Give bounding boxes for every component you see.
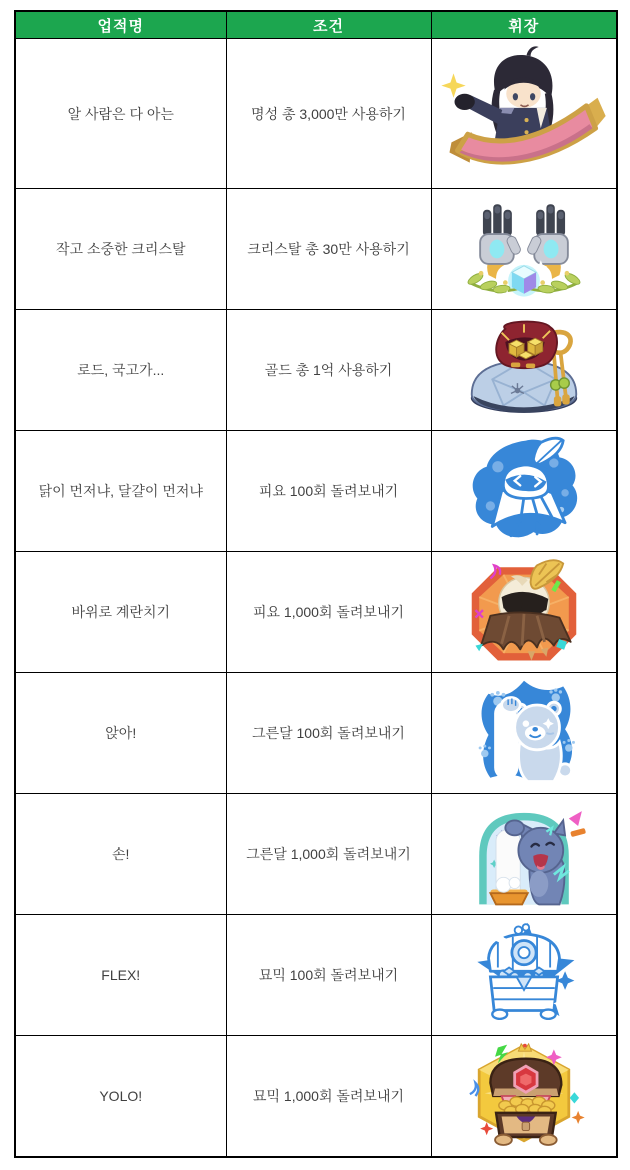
- achievement-name: 알 사람은 다 아는: [15, 39, 226, 189]
- achievement-condition: 크리스탈 총 30만 사용하기: [226, 189, 431, 310]
- table-row: [15, 39, 617, 189]
- mimic-chest-color-badge-icon: [440, 1040, 608, 1152]
- table-row: [15, 552, 617, 673]
- table-row: [15, 431, 617, 552]
- table-row: [15, 915, 617, 1036]
- gold-pouch-jewel-base-icon: [440, 314, 608, 426]
- greundal-bear-color-badge-icon: [440, 798, 608, 910]
- hero-pink-ribbon-banner-icon: [436, 43, 611, 185]
- greundal-bear-blue-stamp-icon: [440, 677, 608, 789]
- badge-cell: [431, 39, 617, 189]
- achievement-name: 앉아!: [15, 673, 226, 794]
- achievement-condition: 그른달 1,000회 돌려보내기: [226, 794, 431, 915]
- achievement-condition: 명성 총 3,000만 사용하기: [226, 39, 431, 189]
- badge-cell: [431, 552, 617, 673]
- badge-cell: [431, 1036, 617, 1157]
- table-row: [15, 189, 617, 310]
- achievement-condition: 피요 1,000회 돌려보내기: [226, 552, 431, 673]
- badge-cell: [431, 794, 617, 915]
- achievement-condition: 묘믹 1,000회 돌려보내기: [226, 1036, 431, 1157]
- table-row: [15, 310, 617, 431]
- badge-cell: [431, 431, 617, 552]
- achievement-name: 닭이 먼저냐, 달걀이 먼저냐: [15, 431, 226, 552]
- achievement-name: YOLO!: [15, 1036, 226, 1157]
- achievement-name: 로드, 국고가...: [15, 310, 226, 431]
- header-row: [15, 11, 617, 39]
- badge-cell: [431, 189, 617, 310]
- table-row: [15, 794, 617, 915]
- achievement-condition: 묘믹 100회 돌려보내기: [226, 915, 431, 1036]
- table-row: [15, 1036, 617, 1157]
- table-header: [15, 11, 617, 39]
- badge-cell: [431, 915, 617, 1036]
- piyo-bird-blue-stamp-icon: [440, 435, 608, 547]
- achievement-condition: 골드 총 1억 사용하기: [226, 310, 431, 431]
- achievement-table: [14, 10, 618, 1158]
- achievement-name: 바위로 계란치기: [15, 552, 226, 673]
- table-row: [15, 673, 617, 794]
- achievement-condition: 피요 100회 돌려보내기: [226, 431, 431, 552]
- gauntlets-crystal-laurel-icon: [440, 193, 608, 305]
- header-cell-achievement: 업적명: [15, 11, 226, 39]
- mimic-chest-blue-stamp-icon: [440, 919, 608, 1031]
- badge-cell: [431, 673, 617, 794]
- achievement-name: 손!: [15, 794, 226, 915]
- badge-cell: [431, 310, 617, 431]
- achievement-name: FLEX!: [15, 915, 226, 1036]
- piyo-bird-color-badge-icon: [440, 556, 608, 668]
- achievement-name: 작고 소중한 크리스탈: [15, 189, 226, 310]
- header-cell-condition: 조건: [226, 11, 431, 39]
- achievement-condition: 그른달 100회 돌려보내기: [226, 673, 431, 794]
- header-cell-badge: 휘장: [431, 11, 617, 39]
